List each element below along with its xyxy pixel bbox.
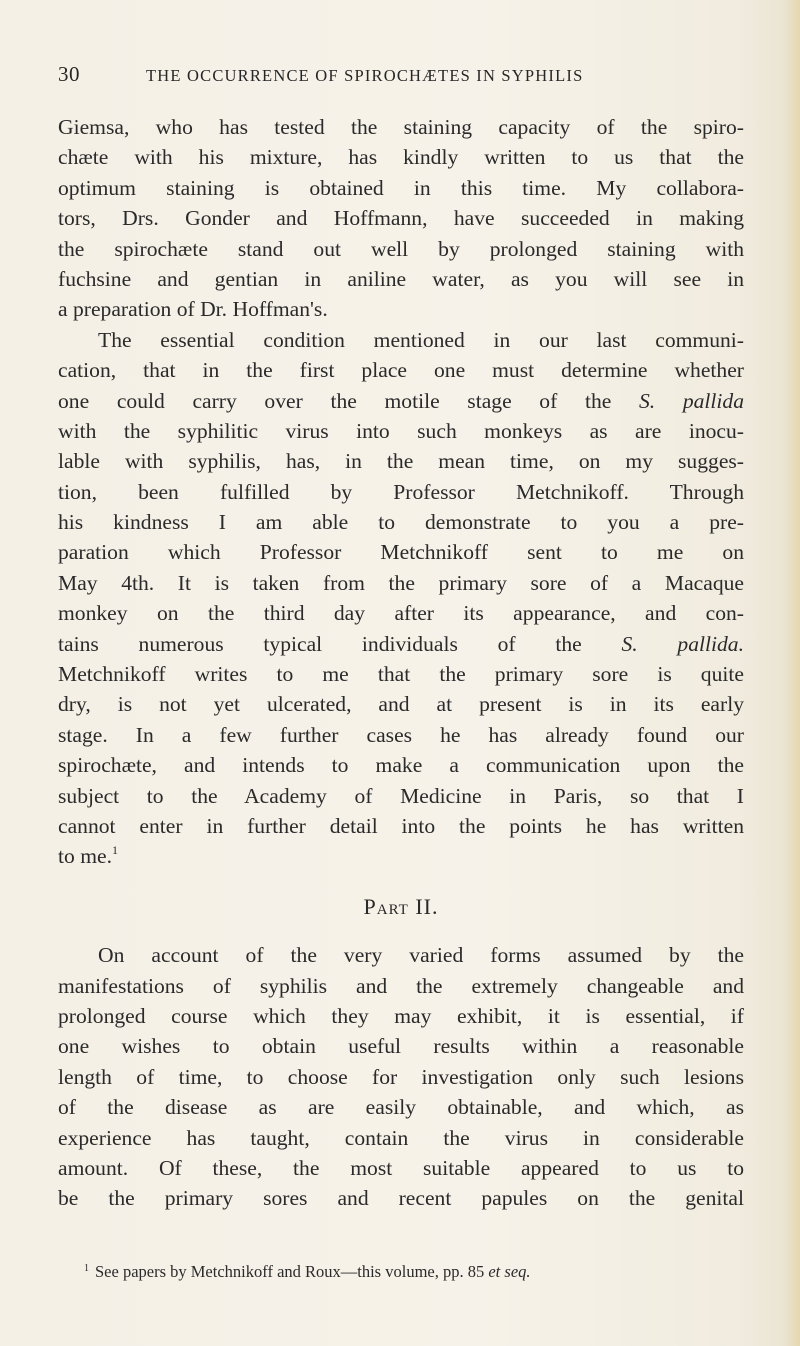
page-edge-shading — [784, 0, 800, 1346]
text-line: amount. Of these, the most suitable appeared to us to — [58, 1155, 744, 1180]
text-line — [58, 629, 744, 659]
species-name: S. pallida. — [621, 631, 745, 656]
text-run: tains numerous typical individuals of the — [58, 631, 622, 656]
text-line: the spirochæte stand out well by prolonged staining with — [58, 236, 744, 261]
text-line: chæte with his mixture, has kindly written to us that the — [58, 145, 744, 170]
text-line: Giemsa, who has tested the staining capacity of the spiro- — [58, 115, 744, 139]
body-text — [58, 112, 744, 1214]
text-line: with the syphilitic virus into such monkeys as are inocu- — [58, 418, 744, 443]
text-line: On account of the very varied forms assumed by the — [98, 943, 744, 968]
text-line: experience has taught, contain the virus in considerable — [58, 1125, 744, 1150]
footnote — [84, 1262, 744, 1282]
footnote-italic: et seq. — [488, 1262, 531, 1281]
text-run: to me. — [58, 844, 112, 869]
text-line: manifestations of syphilis and the extremely changeable and — [58, 973, 744, 998]
text-line: optimum staining is obtained in this time. My collabora- — [58, 175, 744, 200]
text-line: dry, is not yet ulcerated, and at present is in its early — [58, 692, 744, 717]
footnote-reference[interactable]: 1 — [111, 843, 118, 858]
text-line — [58, 386, 744, 416]
text-line: tors, Drs. Gonder and Hoffmann, have succeeded in making — [58, 206, 744, 231]
text-line — [58, 841, 744, 871]
text-line: cation, that in the first place one must determine whether — [58, 358, 744, 383]
text-line: tion, been fulfilled by Professor Metchnikoff. Through — [58, 479, 744, 504]
text-line: Metchnikoff writes to me that the primary sore is quite — [58, 662, 744, 687]
text-line: length of time, to choose for investigation only such lesions — [58, 1064, 744, 1089]
text-line: spirochæte, and intends to make a communication upon the — [58, 753, 744, 778]
text-line: monkey on the third day after its appearance, and con- — [58, 601, 744, 626]
text-line: May 4th. It is taken from the primary sore of a Macaque — [58, 570, 744, 595]
footnote-marker: 1 — [84, 1263, 89, 1274]
footnote-text: See papers by Metchnikoff and Roux—this volume, pp. 85 — [95, 1262, 489, 1281]
paragraph-3 — [58, 940, 744, 1214]
paragraph-1 — [58, 112, 744, 325]
text-run: one could carry over the motile stage of the — [58, 388, 639, 413]
running-title: THE OCCURRENCE OF SPIROCHÆTES IN SYPHILIS — [146, 66, 584, 85]
text-line: be the primary sores and recent papules on the genital — [58, 1186, 744, 1211]
text-line: of the disease as are easily obtainable, and which, as — [58, 1095, 744, 1120]
species-name: S. pallida — [638, 388, 745, 413]
text-line: fuchsine and gentian in aniline water, as you will see in — [58, 266, 744, 291]
text-line: The essential condition mentioned in our last communi- — [98, 327, 744, 352]
running-header — [58, 58, 758, 98]
text-line: his kindness I am able to demonstrate to you a pre- — [58, 510, 744, 535]
text-line: prolonged course which they may exhibit, it is essential, if — [58, 1003, 744, 1028]
page-number: 30 — [58, 62, 80, 86]
text-line: paration which Professor Metchnikoff sent to me on — [58, 540, 744, 565]
text-line: one wishes to obtain useful results within a reasonable — [58, 1034, 744, 1059]
text-line: cannot enter in further detail into the points he has written — [58, 813, 744, 838]
text-line: a preparation of Dr. Hoffman's. — [58, 297, 328, 322]
text-line: stage. In a few further cases he has already found our — [58, 722, 744, 747]
section-heading: Part II. — [363, 893, 439, 919]
paragraph-2 — [58, 325, 744, 872]
text-line: lable with syphilis, has, in the mean time, on my sugges- — [58, 449, 744, 474]
text-line: subject to the Academy of Medicine in Paris, so that I — [58, 783, 744, 808]
